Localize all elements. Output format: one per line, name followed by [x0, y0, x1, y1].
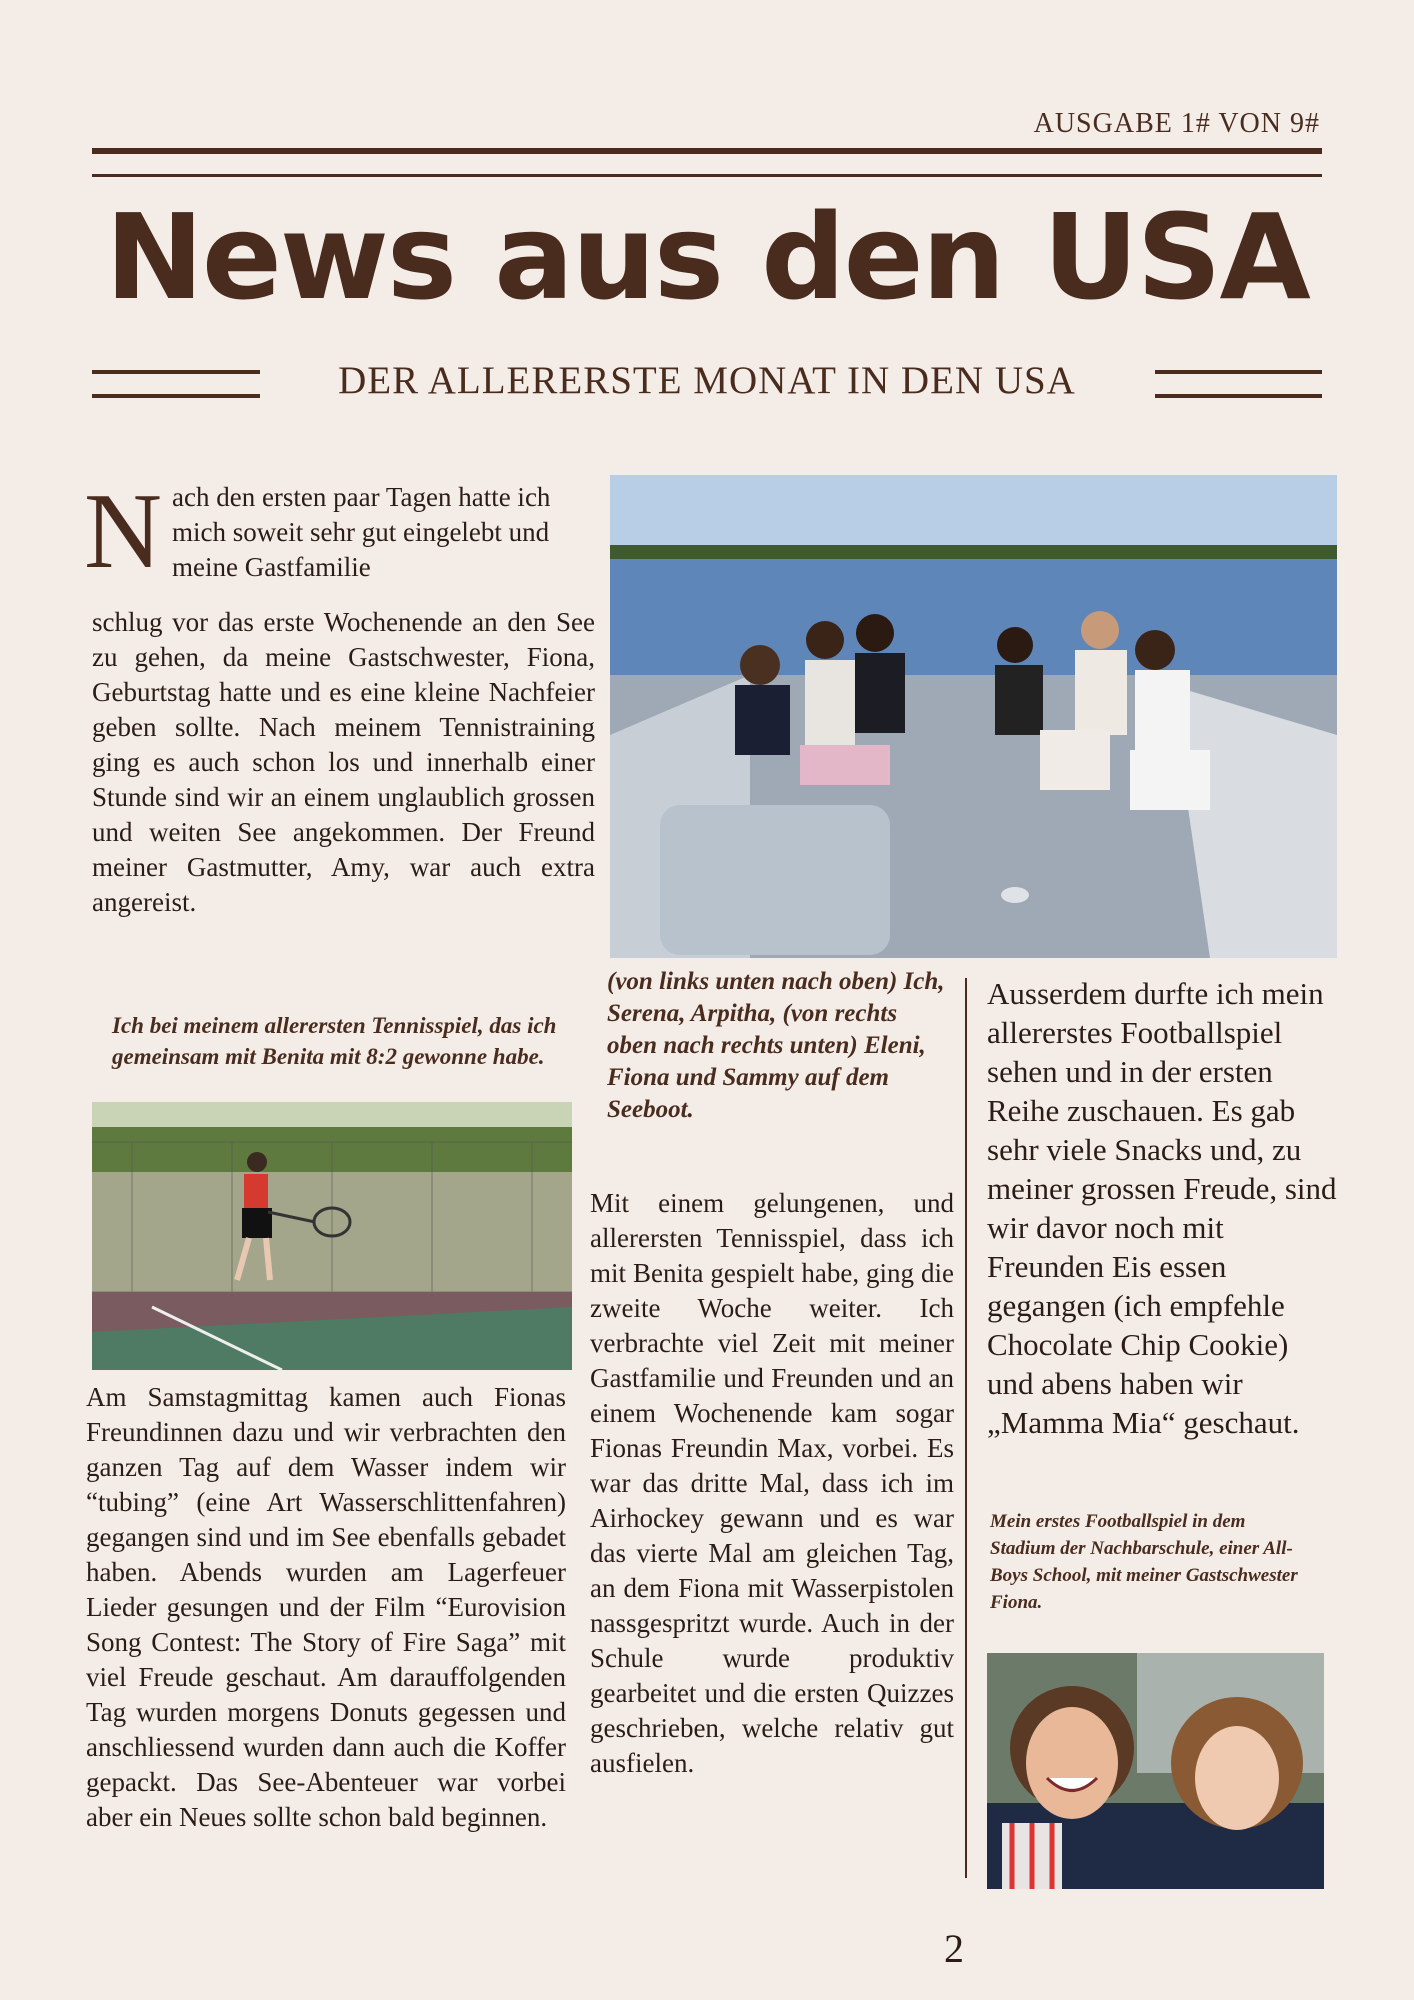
subtitle-rule-right-top	[1155, 370, 1322, 374]
intro-text: ach den ersten paar Tagen hatte ich mich soweit sehr gut eingelebt und meine Gastfamilie	[172, 482, 551, 582]
drop-cap: N	[84, 472, 162, 591]
column3-paragraph: Ausserdem durfte ich mein allererstes Footballspiel sehen und in der ersten Reihe zuschauen. Es gab sehr viele Snacks und, zu meiner grossen Freude, sind wir davor noch mit Freunden Eis essen gegangen (ich empfehle Chocolate Chip Cookie) und abens haben wir „Mamma Mia“ geschaut.	[987, 976, 1337, 1440]
issue-label: AUSGABE 1# VON 9#	[1033, 108, 1320, 139]
tennis-photo-caption: Ich bei meinem allerersten Tennisspiel, das ich gemeinsam mit Benita mit 8:2 gewonne habe.	[112, 1013, 557, 1069]
subtitle-rule-left-bottom	[92, 394, 260, 398]
boat-photo-caption: (von links unten nach oben) Ich, Serena, Arpitha, (von rechts oben nach rechts unten) Eleni, Fiona und Sammy auf dem Seeboot.	[607, 968, 945, 1123]
column1-paragraph-1: schlug vor das erste Wochenende an den See zu gehen, da meine Gastschwester, Fiona, Geburtstag hatte und es eine kleine Nachfeier geben sollte. Nach meinem Tennistraining ging es auch schon los und innerhalb einer Stunde sind wir an einem unglaublich grossen und weiten See angekommen. Der Freund meiner Gastmutter, Amy, war auch extra angereist.	[92, 607, 595, 917]
page-number: 2	[944, 1926, 964, 1971]
subtitle-rule-left-top	[92, 370, 260, 374]
column-divider	[965, 978, 967, 1878]
page-subtitle: DER ALLERERSTE MONAT IN DEN USA	[338, 359, 1076, 402]
column2-paragraph: Mit einem gelungenen, und allerersten Tennisspiel, dass ich mit Benita gespielt habe, ging die zweite Woche weiter. Ich verbrachte viel Zeit mit meiner Gastfamilie und Freunden und an einem Wochenende kam sogar Fionas Freundin Max, vorbei. Es war das dritte Mal, dass ich im Airhockey gewann und es war das vierte Mal am gleichen Tag, an dem Fiona mit Wasserpistolen nassgespritzt wurde. Auch in der Schule wurde produktiv gearbeitet und die ersten Quizzes geschrieben, welche relativ gut ausfielen.	[590, 1188, 954, 1778]
football-photo	[987, 1653, 1324, 1889]
header-rule-bottom	[92, 174, 1322, 177]
football-photo-caption: Mein erstes Footballspiel in dem Stadium der Nachbarschule, einer All-Boys School, mit meiner Gastschwester Fiona.	[990, 1511, 1298, 1613]
subtitle-rule-right-bottom	[1155, 394, 1322, 398]
column1-paragraph-2: Am Samstagmittag kamen auch Fionas Freundinnen dazu und wir verbrachten den ganzen Tag auf dem Wasser indem wir “tubing” (eine Art Wasserschlittenfahren) gegangen sind und im See ebenfalls gebadet haben. Abends wurden am Lagerfeuer Lieder gesungen und der Film “Eurovision Song Contest: The Story of Fire Saga” mit viel Freude geschaut. Am darauffolgenden Tag wurden morgens Donuts gegessen und anschliessend wurden dann auch die Koffer gepackt. Das See-Abenteuer war vorbei aber ein Neues sollte schon bald beginnen.	[86, 1382, 566, 1832]
tennis-photo	[92, 1102, 572, 1370]
boat-photo	[610, 475, 1337, 958]
page-title: News aus den USA	[105, 188, 1309, 326]
header-rule-top	[92, 148, 1322, 154]
